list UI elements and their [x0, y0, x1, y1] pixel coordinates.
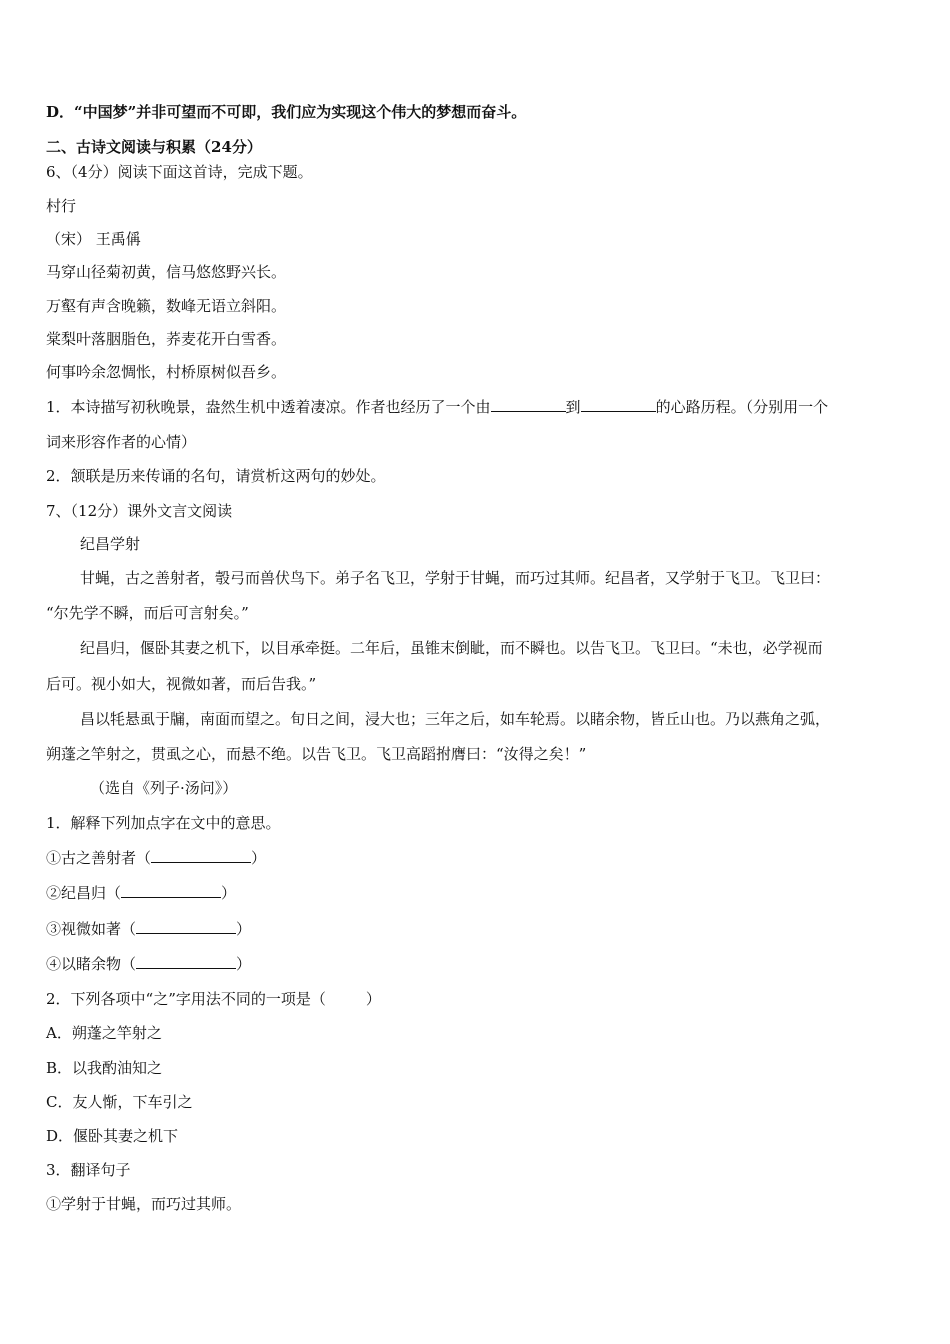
answer-blank[interactable] [136, 918, 236, 934]
section-2-title: 二、古诗文阅读与积累（24分） [46, 138, 262, 156]
q7-sub1-item [46, 847, 266, 868]
q7-sub1-item [46, 918, 251, 939]
passage-line: “尔先学不瞬，而后可言射矣。” [46, 604, 249, 622]
poem-title: 村行 [46, 197, 77, 215]
item-text: ③视微如著（ [46, 920, 137, 938]
answer-blank-1[interactable] [491, 396, 566, 412]
q7-sub1-item [46, 882, 236, 903]
q7-intro: 7、（12分）课外文言文阅读 [46, 502, 233, 520]
item-close: ） [251, 849, 267, 867]
choice-a: A．朔蓬之竿射之 [46, 1024, 162, 1042]
poem-line: 何事吟余忽惆怅，村桥原树似吾乡。 [46, 363, 287, 381]
choice-d: D．偃卧其妻之机下 [46, 1127, 179, 1145]
q7-sub1: 1．解释下列加点字在文中的意思。 [46, 814, 281, 832]
item-text: ④以睹余物（ [46, 955, 137, 973]
q7-sub3: 3．翻译句子 [46, 1161, 131, 1179]
passage-source: （选自《列子·汤问》） [90, 779, 238, 797]
passage-line: 昌以牦悬虱于牖，南面而望之。旬日之间，浸大也；三年之后，如车轮焉。以睹余物，皆丘山也。乃以燕角之弧， [80, 710, 831, 728]
poem-author: （宋） 王禹偁 [46, 230, 141, 248]
q6-sub2: 2．颔联是历来传诵的名句，请赏析这两句的妙处。 [46, 467, 386, 485]
answer-blank[interactable] [136, 953, 236, 969]
q7-sub2-text: 2．下列各项中“之”字用法不同的一项是（ [46, 990, 326, 1008]
q6-intro: 6、（4分）阅读下面这首诗，完成下题。 [46, 163, 313, 181]
item-text: ①古之善射者（ [46, 849, 152, 867]
passage-line: 后可。视小如大，视微如著，而后告我。” [46, 675, 317, 693]
passage-title: 纪昌学射 [80, 535, 141, 553]
poem-line: 棠梨叶落胭脂色，荞麦花开白雪香。 [46, 330, 287, 348]
q6-sub1-text-b: 到 [565, 398, 581, 416]
answer-blank[interactable] [121, 882, 221, 898]
item-close: ） [236, 955, 252, 973]
answer-blank[interactable] [151, 847, 251, 863]
q7-sub2-close: ） [365, 990, 381, 1008]
passage-line: 纪昌归，偃卧其妻之机下，以目承牵挺。二年后，虽锥末倒眦，而不瞬也。以告飞卫。飞卫曰。“未也，必学视而 [80, 639, 823, 657]
q6-sub1 [46, 396, 828, 417]
item-close: ） [221, 884, 237, 902]
q7-sub1-item [46, 953, 251, 974]
q7-sub3-item: ①学射于甘蝇，而巧过其师。 [46, 1195, 242, 1213]
poem-line: 万壑有声含晚籁，数峰无语立斜阳。 [46, 297, 287, 315]
q7-sub2 [46, 989, 381, 1009]
q6-sub1-text-a: 1．本诗描写初秋晚景，盎然生机中透着凄凉。作者也经历了一个由 [46, 398, 491, 416]
answer-blank-2[interactable] [581, 396, 656, 412]
q6-sub1-cont: 词来形容作者的心情） [46, 433, 197, 451]
option-d: D．“中国梦”并非可望而不可即，我们应为实现这个伟大的梦想而奋斗。 [46, 103, 527, 121]
poem-line: 马穿山径菊初黄，信马悠悠野兴长。 [46, 263, 287, 281]
choice-b: B．以我酌油知之 [46, 1059, 163, 1077]
q6-sub1-text-c: 的心路历程。（分别用一个 [655, 398, 829, 416]
item-text: ②纪昌归（ [46, 884, 122, 902]
passage-line: 朔蓬之竿射之，贯虱之心，而悬不绝。以告飞卫。飞卫高蹈拊膺曰：“汝得之矣！” [46, 745, 587, 763]
choice-c: C．友人惭，下车引之 [46, 1093, 193, 1111]
passage-line: 甘蝇，古之善射者，彀弓而兽伏鸟下。弟子名飞卫，学射于甘蝇，而巧过其师。纪昌者，又学射于飞卫。飞卫曰： [80, 569, 831, 587]
item-close: ） [236, 920, 252, 938]
